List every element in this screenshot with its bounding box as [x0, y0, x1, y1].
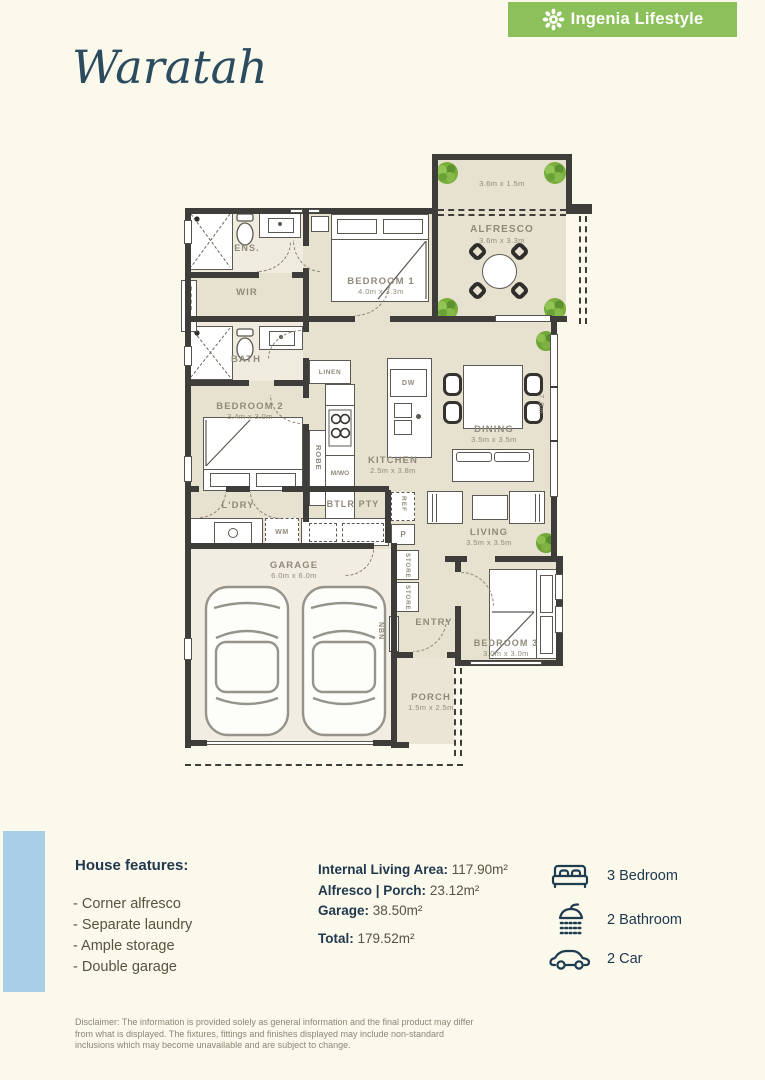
dining-table — [463, 365, 523, 429]
summary-cars — [548, 946, 642, 972]
bed-icon — [203, 417, 303, 491]
outdoor-table — [482, 254, 517, 289]
fixture-label-ref: REF — [400, 496, 407, 512]
features-heading: House features: — [75, 857, 189, 874]
room-label-ens: ENS. — [234, 243, 260, 253]
dim-label-alfresco-strip: 3.6m x 1.5m — [479, 179, 525, 188]
vanity-icon — [259, 212, 301, 238]
bedside-table — [311, 216, 329, 232]
room-label-garage: GARAGE 6.0m x 6.0m — [269, 560, 319, 581]
shower-icon — [189, 326, 233, 380]
fixture-label-wm: WM — [275, 528, 289, 536]
room-label-porch: PORCH 1.5m x 2.5m — [408, 692, 454, 713]
disclaimer-text: Disclaimer: The information is provided solely as general information and the final product may differ from what is displayed. The fixtures, fittings and finishes displayed may include non-standard inclusions which may become unavailable and are subject to change. — [75, 1017, 474, 1050]
fixture-label-nbn: NBN — [377, 622, 384, 641]
feature-item: - Ample storage — [73, 938, 175, 954]
coffee-table — [472, 495, 508, 520]
room-label-bedroom3: BEDROOM 3 3.0m x 3.0m — [473, 638, 539, 658]
summary-label: 3 Bedroom — [607, 868, 678, 884]
fixture-label-p: P — [400, 530, 406, 539]
room-label-entry: ENTRY — [415, 617, 453, 628]
robe-cupboard — [309, 430, 326, 506]
page-title: Waratah — [72, 40, 268, 94]
room-label-bedroom1: BEDROOM 1 4.0m x 3.3m — [347, 276, 415, 297]
laundry-bench — [187, 518, 263, 546]
chair-icon — [443, 373, 462, 396]
area-row: Internal Living Area: 117.90m² — [318, 862, 508, 877]
feature-item: - Double garage — [73, 959, 177, 975]
area-row: Alfresco | Porch: 23.12m² — [318, 882, 480, 898]
chair-icon — [524, 373, 543, 396]
armchair-icon — [427, 491, 463, 524]
summary-bedrooms — [548, 862, 678, 890]
fixture-label-store2: STORE — [404, 585, 410, 611]
car-icon — [548, 946, 592, 972]
room-label-robe2: ROBE — [314, 445, 323, 471]
bed-icon — [548, 862, 592, 890]
armchair-icon — [509, 491, 545, 524]
shower-icon — [189, 212, 233, 270]
room-label-alfresco: ALFRESCO 3.6m x 3.3m — [470, 224, 534, 245]
brand-header — [508, 2, 737, 37]
fixture-label-dw: DW — [401, 379, 416, 387]
feature-item: - Separate laundry — [73, 917, 193, 933]
summary-label: 2 Car — [607, 951, 643, 967]
store-cupboard — [396, 582, 419, 612]
washing-machine — [265, 518, 299, 546]
area-row-total: Total: 179.52m² — [318, 930, 415, 946]
car-icon — [202, 584, 292, 743]
fixture-label-mwo: M/WO — [330, 470, 350, 478]
pantry — [391, 524, 415, 545]
shower-icon — [548, 902, 592, 938]
brand-name: Ingenia Lifestyle — [570, 10, 704, 28]
area-summary — [318, 860, 508, 949]
room-label-kitchen: KITCHEN 2.5m x 3.8m — [368, 455, 418, 476]
summary-label: 2 Bathroom — [607, 912, 682, 928]
linen-cupboard — [309, 360, 351, 384]
room-label-linen: LINEN — [318, 368, 342, 376]
room-label-bedroom2: BEDROOM 2 3.4m x 3.0m — [216, 401, 284, 422]
area-row: Garage: 38.50m² — [318, 903, 423, 918]
fixture-label-store1: STORE — [404, 553, 410, 579]
room-label-wir: WIR — [236, 287, 258, 298]
butlers-pantry-bench — [301, 518, 389, 546]
decorative-blue-strip — [3, 831, 45, 992]
features-list — [73, 894, 192, 978]
room-label-dining: DINING 3.5m x 3.5m — [471, 424, 517, 445]
dim-label-side: 7.0m — [537, 394, 546, 415]
kitchen-island — [387, 358, 432, 458]
summary-bathrooms — [548, 902, 682, 938]
room-label-ldry: L'DRY — [221, 500, 255, 511]
chair-icon — [443, 401, 462, 424]
room-label-bath: BATH — [230, 354, 262, 365]
sofa-icon — [452, 449, 534, 482]
feature-item: - Corner alfresco — [73, 896, 181, 912]
room-label-living: LIVING 3.5m x 3.5m — [466, 527, 512, 548]
store-cupboard — [396, 550, 419, 580]
garage-door — [205, 741, 375, 745]
car-icon — [299, 584, 389, 743]
fridge-space — [391, 492, 415, 521]
room-label-btlr: BTLR PTY — [326, 499, 380, 509]
sun-logo-icon — [542, 8, 565, 31]
